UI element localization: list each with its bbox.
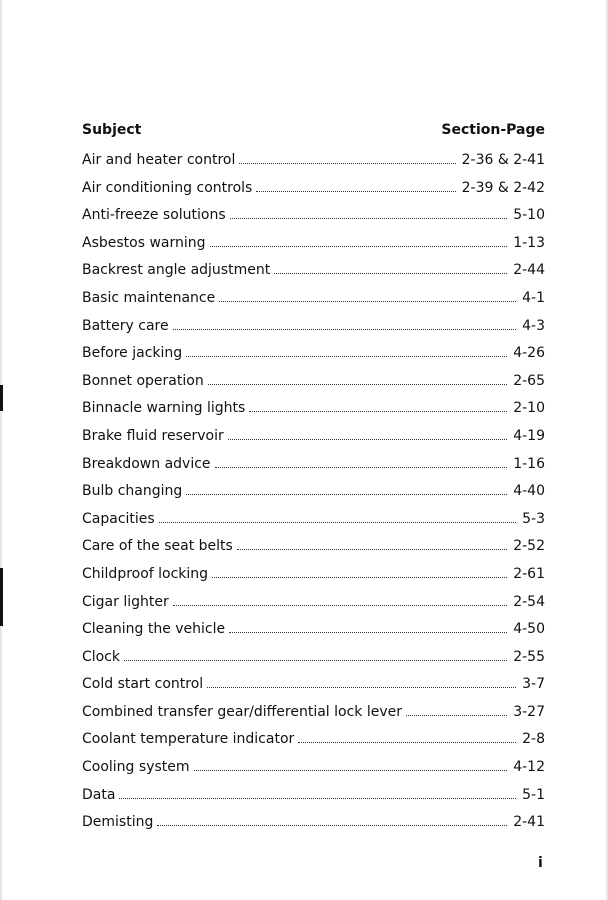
dot-leader (230, 218, 508, 219)
index-entry (82, 285, 545, 313)
entry-section-page: 4-3 (522, 317, 545, 334)
entry-subject: Binnacle warning lights (82, 400, 246, 417)
entry-section-page: 3-27 (513, 703, 545, 720)
index-entry (82, 754, 545, 782)
index-entry (82, 726, 545, 754)
page-left-edge (0, 0, 3, 900)
entry-section-page: 4-50 (513, 621, 545, 638)
entry-subject: Childproof locking (82, 565, 209, 582)
index-entry (82, 809, 545, 837)
entry-subject: Demisting (82, 814, 154, 831)
entry-subject: Cooling system (82, 759, 190, 776)
index-entry (82, 257, 545, 285)
index-entries (82, 147, 545, 837)
entry-section-page: 2-54 (513, 593, 545, 610)
entry-section-page: 1-13 (513, 234, 545, 251)
index-entry (82, 147, 545, 175)
entry-section-page: 4-12 (513, 759, 545, 776)
dot-leader (208, 384, 508, 385)
index-entry (82, 395, 545, 423)
dot-leader (119, 798, 516, 799)
entry-section-page: 5-1 (522, 786, 545, 803)
index-entry (82, 478, 545, 506)
entry-subject: Clock (82, 648, 121, 665)
index-entry (82, 313, 545, 341)
index-entry (82, 340, 545, 368)
dot-leader (212, 577, 507, 578)
index-entry (82, 230, 545, 258)
index-entry (82, 699, 545, 727)
subject-column-heading: Subject (82, 122, 142, 138)
entry-subject: Air conditioning controls (82, 179, 253, 196)
entry-subject: Brake fluid reservoir (82, 427, 224, 444)
entry-subject: Bulb changing (82, 483, 183, 500)
entry-section-page: 4-19 (513, 427, 545, 444)
entry-subject: Backrest angle adjustment (82, 262, 271, 279)
index-entry (82, 202, 545, 230)
dot-leader (159, 522, 516, 523)
entry-section-page: 1-16 (513, 455, 545, 472)
dot-leader (249, 411, 507, 412)
entry-section-page: 5-3 (522, 510, 545, 527)
dot-leader (239, 163, 455, 164)
entry-subject: Anti-freeze solutions (82, 207, 226, 224)
dot-leader (274, 273, 507, 274)
dot-leader (219, 301, 516, 302)
entry-subject: Data (82, 786, 116, 803)
page-number: i (538, 855, 543, 871)
entry-section-page: 2-44 (513, 262, 545, 279)
index-entry (82, 616, 545, 644)
entry-subject: Coolant temperature indicator (82, 731, 295, 748)
entry-section-page: 2-10 (513, 400, 545, 417)
entry-subject: Combined transfer gear/differential lock lever (82, 703, 403, 720)
entry-section-page: 2-36 & 2-41 (461, 152, 545, 168)
dot-leader (186, 494, 507, 495)
dot-leader (124, 660, 507, 661)
dot-leader (210, 246, 508, 247)
entry-section-page: 2-8 (522, 731, 545, 748)
entry-subject: Cold start control (82, 676, 204, 693)
index-entry (82, 671, 545, 699)
entry-section-page: 2-65 (513, 372, 545, 389)
entry-section-page: 5-10 (513, 207, 545, 224)
entry-subject: Air and heater control (82, 152, 236, 168)
entry-section-page: 2-55 (513, 648, 545, 665)
section-page-column-heading: Section-Page (441, 122, 545, 138)
dot-leader (237, 549, 507, 550)
dot-leader (173, 605, 507, 606)
entry-section-page: 2-41 (513, 814, 545, 831)
entry-subject: Asbestos warning (82, 234, 206, 251)
index-entry (82, 506, 545, 534)
entry-subject: Before jacking (82, 345, 183, 362)
dot-leader (256, 191, 455, 192)
entry-section-page: 2-52 (513, 538, 545, 555)
index-entry (82, 423, 545, 451)
index-entry (82, 533, 545, 561)
dot-leader (173, 329, 517, 330)
dot-leader (228, 439, 507, 440)
index-header (82, 120, 545, 140)
scan-edge-mark (0, 385, 3, 411)
entry-subject: Care of the seat belts (82, 538, 233, 555)
entry-section-page: 3-7 (522, 676, 545, 693)
index-entry (82, 589, 545, 617)
entry-subject: Breakdown advice (82, 455, 211, 472)
dot-leader (298, 742, 516, 743)
index-entry (82, 561, 545, 589)
dot-leader (157, 825, 507, 826)
dot-leader (186, 356, 507, 357)
entry-section-page: 2-61 (513, 565, 545, 582)
entry-subject: Capacities (82, 510, 155, 527)
entry-section-page: 2-39 & 2-42 (461, 179, 545, 196)
dot-leader (215, 467, 508, 468)
dot-leader (207, 687, 516, 688)
entry-section-page: 4-1 (522, 289, 545, 306)
index-entry (82, 175, 545, 203)
entry-section-page: 4-40 (513, 483, 545, 500)
index-entry (82, 644, 545, 672)
index-entry (82, 451, 545, 479)
dot-leader (194, 770, 508, 771)
entry-subject: Cleaning the vehicle (82, 621, 226, 638)
scan-edge-mark (0, 568, 3, 626)
index-entry (82, 368, 545, 396)
index-table (82, 120, 545, 837)
entry-subject: Cigar lighter (82, 593, 169, 610)
entry-subject: Battery care (82, 317, 169, 334)
entry-subject: Basic maintenance (82, 289, 216, 306)
dot-leader (406, 715, 507, 716)
dot-leader (229, 632, 507, 633)
entry-subject: Bonnet operation (82, 372, 204, 389)
index-entry (82, 782, 545, 810)
entry-section-page: 4-26 (513, 345, 545, 362)
